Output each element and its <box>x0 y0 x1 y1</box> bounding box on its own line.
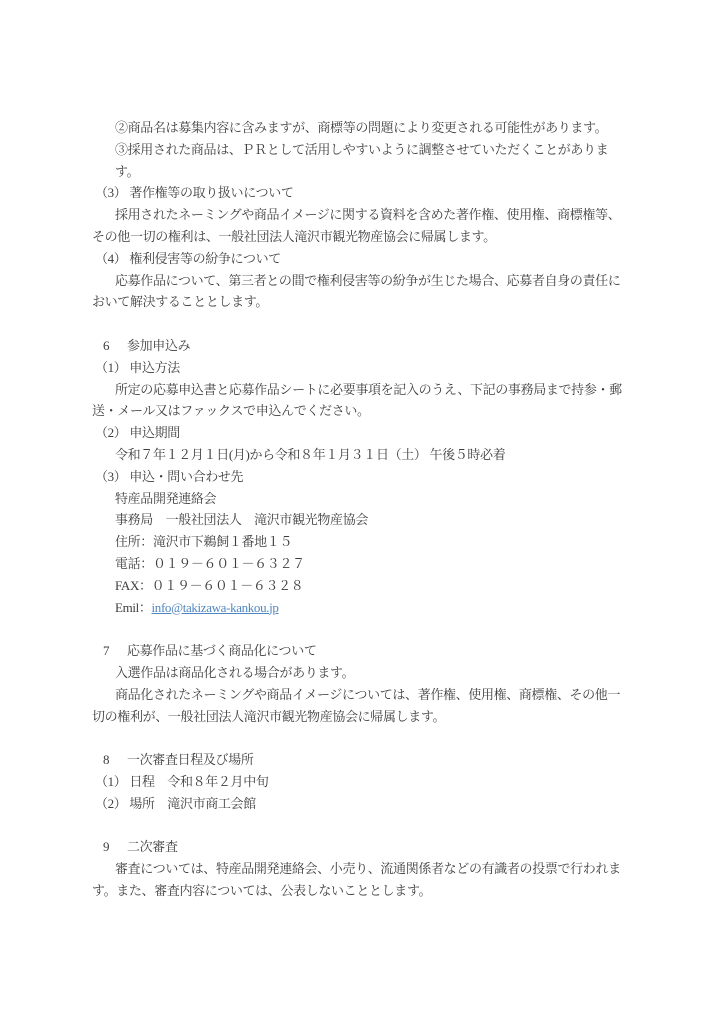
application-period-line: 令和７年１２月１日(月)から令和８年１月３１日（土） 午後５時必着 <box>115 446 506 462</box>
section-title: 応募作品に基づく商品化について <box>127 643 317 659</box>
commercialization-line-1: 入選作品は商品化される場合があります。 <box>115 664 355 680</box>
subheading-contact: （3） 申込・問い合わせ先 <box>95 468 244 484</box>
section-number: 6 <box>103 337 110 353</box>
section-title: 二次審査 <box>127 839 178 855</box>
first-screening-date-line: （1） 日程 令和８年２月中旬 <box>95 773 269 789</box>
contact-fax-line: FAX：０１９－６０１－６３２８ <box>115 577 304 593</box>
section-number: 9 <box>103 839 110 855</box>
application-method-line-1: 所定の応募申込書と応募作品シートに必要事項を記入のうえ、下記の事務局まで持参・郵 <box>115 381 622 397</box>
first-screening-place-line: （2） 場所 滝沢市商工会館 <box>95 795 256 811</box>
second-screening-line-2: す。また、審査内容については、公表しないこととします。 <box>92 882 432 898</box>
section-first-screening <box>92 749 644 814</box>
subheading-application-method: （1） 申込方法 <box>95 359 180 375</box>
email-label: Emil： <box>115 599 152 615</box>
commercialization-line-3: 切の権利が、一般社団法人滝沢市観光物産協会に帰属します。 <box>92 708 446 724</box>
section-second-screening <box>92 836 644 901</box>
contact-phone-line: 電話：０１９－６０１－６３２７ <box>115 555 305 571</box>
section-title: 参加申込み <box>127 337 191 353</box>
section-commercialization <box>92 640 644 727</box>
contact-address-line: 住所：滝沢市下鵜飼１番地１５ <box>115 534 293 550</box>
commercialization-line-2: 商品化されたネーミングや商品イメージについては、著作権、使用権、商標権、その他一 <box>115 686 621 702</box>
contact-organization-line: 特産品開発連絡会 <box>115 490 217 506</box>
section-heading <box>103 640 644 662</box>
note-line-3: ③採用された商品は、ＰＲとして活用しやすいように調整させていただくことがありま <box>115 141 609 157</box>
note-line-2: ②商品名は募集内容に含みますが、商標等の問題により変更される可能性があります。 <box>115 120 608 135</box>
section-participation <box>92 335 644 618</box>
second-screening-line-1: 審査については、特産品開発連絡会、小売り、流通関係者などの有識者の投票で行われま <box>115 861 621 877</box>
contact-office-line: 事務局 一般社団法人 滝沢市観光物産協会 <box>115 512 369 528</box>
section-heading <box>103 836 644 858</box>
email-link[interactable]: info@takizawa-kankou.jp <box>151 599 279 615</box>
section-title: 一次審査日程及び場所 <box>127 752 254 768</box>
application-method-line-2: 送・メール又はファックスで申込んでください。 <box>92 403 370 419</box>
section-heading <box>103 749 644 771</box>
section-terms-continued <box>92 117 644 313</box>
section-number: 8 <box>103 752 110 768</box>
contact-email-line <box>115 597 644 619</box>
copyright-text-line-1: 採用されたネーミングや商品イメージに関する資料を含めた著作権、使用権、商標権等、 <box>115 207 621 223</box>
copyright-text-line-2: その他一切の権利は、一般社団法人滝沢市観光物産協会に帰属します。 <box>92 228 496 244</box>
note-line-3-continuation: す。 <box>115 163 140 179</box>
subheading-dispute: （4） 権利侵害等の紛争について <box>95 250 281 266</box>
section-heading <box>103 335 644 357</box>
dispute-text-line-2: おいて解決することとします。 <box>92 294 269 310</box>
subheading-application-period: （2） 申込期間 <box>95 425 180 441</box>
subheading-copyright: （3） 著作権等の取り扱いについて <box>95 185 294 201</box>
dispute-text-line-1: 応募作品について、第三者との間で権利侵害等の紛争が生じた場合、応募者自身の責任に <box>115 272 621 288</box>
section-number: 7 <box>103 643 110 659</box>
